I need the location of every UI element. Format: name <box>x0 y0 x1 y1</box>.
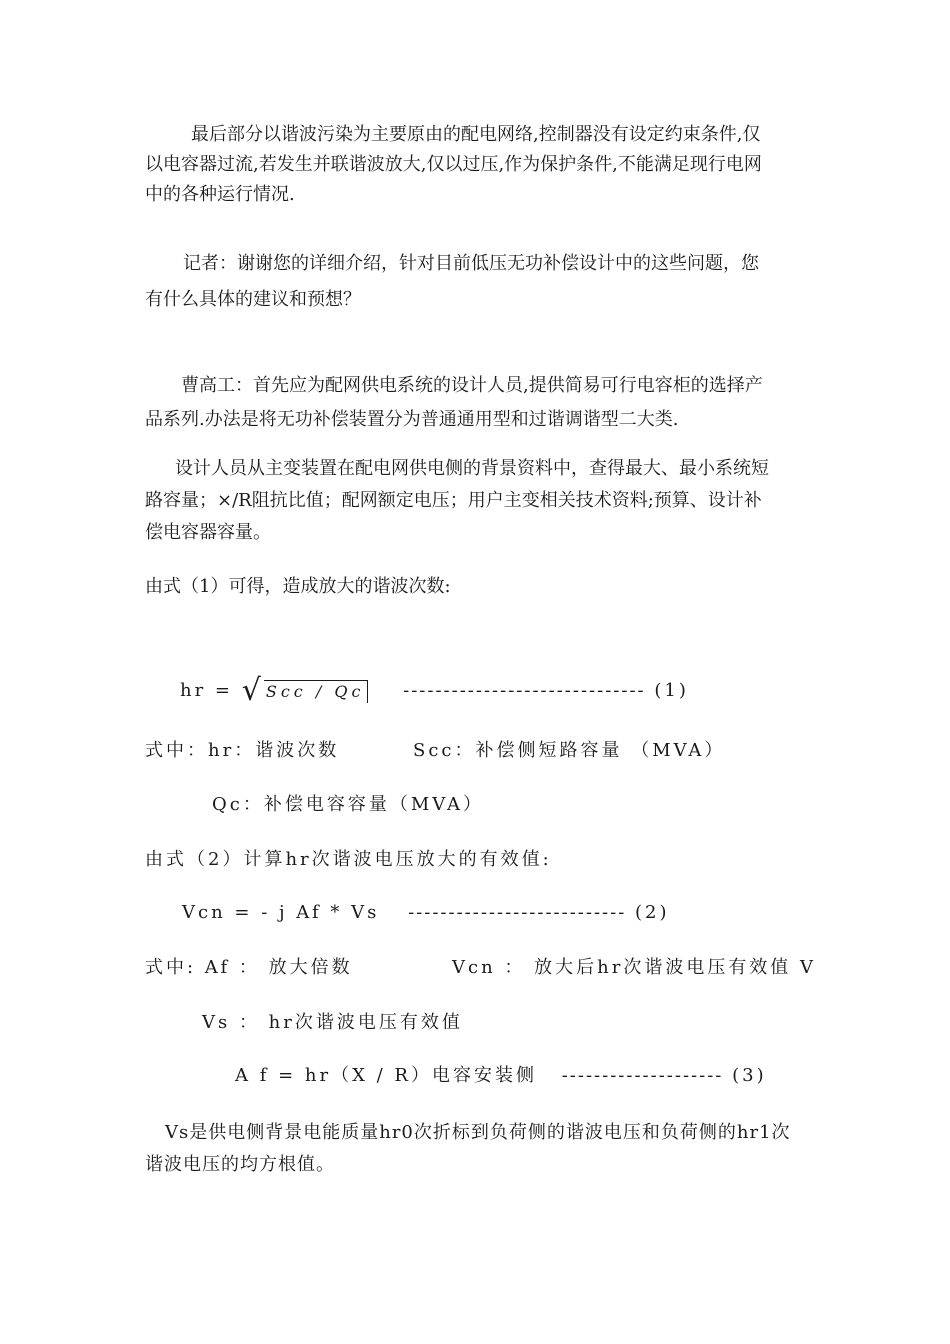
sqrt-icon: √ <box>241 673 264 708</box>
definition-text: Scc：补偿侧短路容量 （MVA） <box>413 740 726 761</box>
equation-number: (3) <box>732 1065 767 1086</box>
definition-text: Vcn ： 放大后hr次谐波电压有效值 V <box>452 957 817 978</box>
text-line: 偿电容器容量。 <box>145 522 271 543</box>
equation-lhs: hr = <box>180 680 234 701</box>
equation-lhs: A f = hr（X / R）电容安装侧 <box>235 1065 537 1086</box>
text-line: 有什么具体的建议和预想？ <box>145 289 361 310</box>
paragraph-2 <box>145 246 759 318</box>
radicand: Scc / Qc <box>264 680 369 703</box>
square-root <box>241 673 369 708</box>
text-line: 最后部分以谐波污染为主要原由的配电网络,控制器没有设定约束条件,仅 <box>191 124 761 145</box>
equation-number: (1) <box>654 680 689 701</box>
paragraph-4 <box>145 453 769 549</box>
definition-text: Vs ： hr次谐波电压有效值 <box>202 1012 463 1033</box>
definition-3a <box>145 955 353 981</box>
equation-lhs: Vcn = - j Af * Vs <box>182 902 380 923</box>
paragraph-6 <box>145 847 552 873</box>
definition-1a <box>145 738 339 764</box>
text-line: 由式（2）计算hr次谐波电压放大的有效值: <box>145 849 552 870</box>
equation-2 <box>182 900 670 926</box>
text-line: 谐波电压的均方根值。 <box>145 1154 335 1175</box>
definition-3b <box>452 955 816 981</box>
definition-2 <box>212 792 484 818</box>
equation-dashes: -------------------- <box>561 1065 724 1086</box>
equation-dashes: ------------------------------ <box>403 680 646 701</box>
paragraph-5 <box>145 574 451 600</box>
paragraph-7 <box>145 1117 791 1181</box>
text-line: 路容量；×/R阻抗比值；配网额定电压；用户主变相关技术资料;预算、设计补 <box>145 490 762 511</box>
text-line: 由式（1）可得，造成放大的谐波次数: <box>145 576 451 597</box>
equation-3 <box>235 1063 767 1089</box>
equation-dashes: --------------------------- <box>408 902 627 923</box>
text-line: 曹高工：首先应为配网供电系统的设计人员,提供简易可行电容柜的选择产 <box>181 375 763 396</box>
text-line: 设计人员从主变装置在配电网供电侧的背景资料中，查得最大、最小系统短 <box>175 458 769 479</box>
definition-text: Qc：补偿电容容量（MVA） <box>212 794 485 815</box>
equation-number: (2) <box>635 902 670 923</box>
equation-1 <box>180 673 689 708</box>
text-line: 以电容器过流,若发生并联谐波放大,仅以过压,作为保护条件,不能满足现行电网 <box>145 154 762 175</box>
definition-text: 式中：hr：谐波次数 <box>145 740 340 761</box>
text-line: Vs是供电侧背景电能质量hr0次折标到负荷侧的谐波电压和负荷侧的hr1次 <box>165 1122 791 1143</box>
text-line: 记者：谢谢您的详细介绍，针对目前低压无功补偿设计中的这些问题，您 <box>183 253 759 274</box>
text-line: 品系列.办法是将无功补偿装置分为普通通用型和过谐调谐型二大类. <box>145 409 679 430</box>
text-line: 中的各种运行情况. <box>145 184 295 205</box>
paragraph-1 <box>145 120 762 210</box>
definition-text: 式中: Af ： 放大倍数 <box>145 957 353 978</box>
paragraph-3 <box>145 369 763 437</box>
definition-4 <box>202 1010 463 1036</box>
definition-1b <box>413 738 725 764</box>
